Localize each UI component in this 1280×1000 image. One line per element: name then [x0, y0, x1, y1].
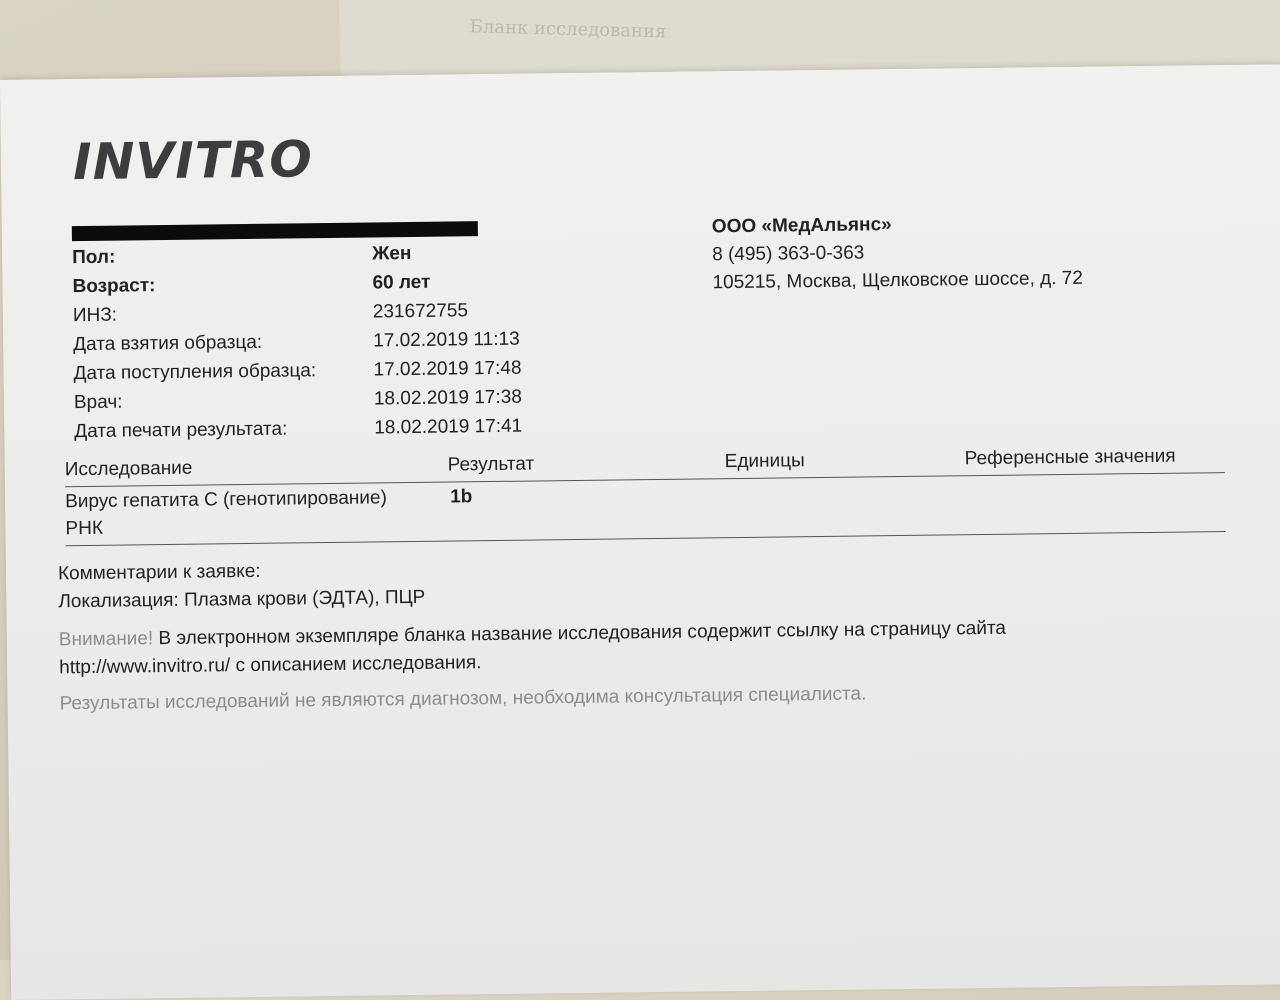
- header-rule: [65, 472, 1225, 487]
- field-value: 60 лет: [372, 271, 431, 294]
- comments-localization: Локализация: Плазма крови (ЭДТА), ПЦР: [58, 586, 426, 613]
- field-value: 17.02.2019 17:48: [373, 357, 522, 381]
- lab-address: 105215, Москва, Щелковское шоссе, д. 72: [712, 267, 1083, 294]
- field-label: Возраст:: [72, 275, 156, 298]
- result-form: [0, 64, 1280, 1000]
- lab-name: ООО «МедАльянс»: [711, 214, 892, 238]
- lab-phone: 8 (495) 363-0-363: [712, 242, 865, 266]
- header-units: Единицы: [724, 450, 805, 473]
- header-test: Исследование: [64, 457, 193, 481]
- header-reference: Референсные значения: [964, 445, 1176, 470]
- field-label: Врач:: [73, 391, 123, 414]
- test-result: 1b: [450, 486, 473, 508]
- field-value: 17.02.2019 11:13: [373, 328, 520, 352]
- field-label: ИНЗ:: [72, 304, 118, 327]
- field-value: 18.02.2019 17:41: [374, 415, 523, 439]
- test-name: Вирус гепатита С (генотипирование): [65, 487, 387, 513]
- background-ghost-text: Бланк исследования: [469, 16, 667, 43]
- field-label: Пол:: [72, 246, 116, 269]
- field-value: Жен: [372, 242, 412, 265]
- redacted-patient-name: [72, 221, 478, 241]
- notice-link-line: http://www.invitro.ru/ с описанием исследования.: [59, 652, 482, 679]
- attention-text: В электронном экземпляре бланка название исследования содержит ссылку на страницу сайта: [153, 617, 1007, 650]
- notice-line1: [59, 618, 1006, 652]
- disclaimer: Результаты исследований не являются диагнозом, необходима консультация специалиста.: [59, 683, 867, 715]
- lab-block: [712, 209, 1083, 298]
- field-label: Дата печати результата:: [74, 418, 288, 443]
- field-label: Дата взятия образца:: [73, 331, 263, 356]
- test-name-line2: РНК: [65, 517, 104, 540]
- attention-word: Внимание!: [58, 628, 154, 651]
- invitro-logo: INVITRO: [72, 130, 314, 192]
- field-value: 231672755: [372, 300, 469, 323]
- results-table: [64, 445, 1225, 540]
- field-label: Дата поступления образца:: [73, 360, 317, 385]
- row-rule: [66, 531, 1226, 546]
- header-result: Результат: [447, 453, 535, 476]
- comments-title: Комментарии к заявке:: [57, 560, 261, 585]
- field-value: 18.02.2019 17:38: [373, 386, 522, 410]
